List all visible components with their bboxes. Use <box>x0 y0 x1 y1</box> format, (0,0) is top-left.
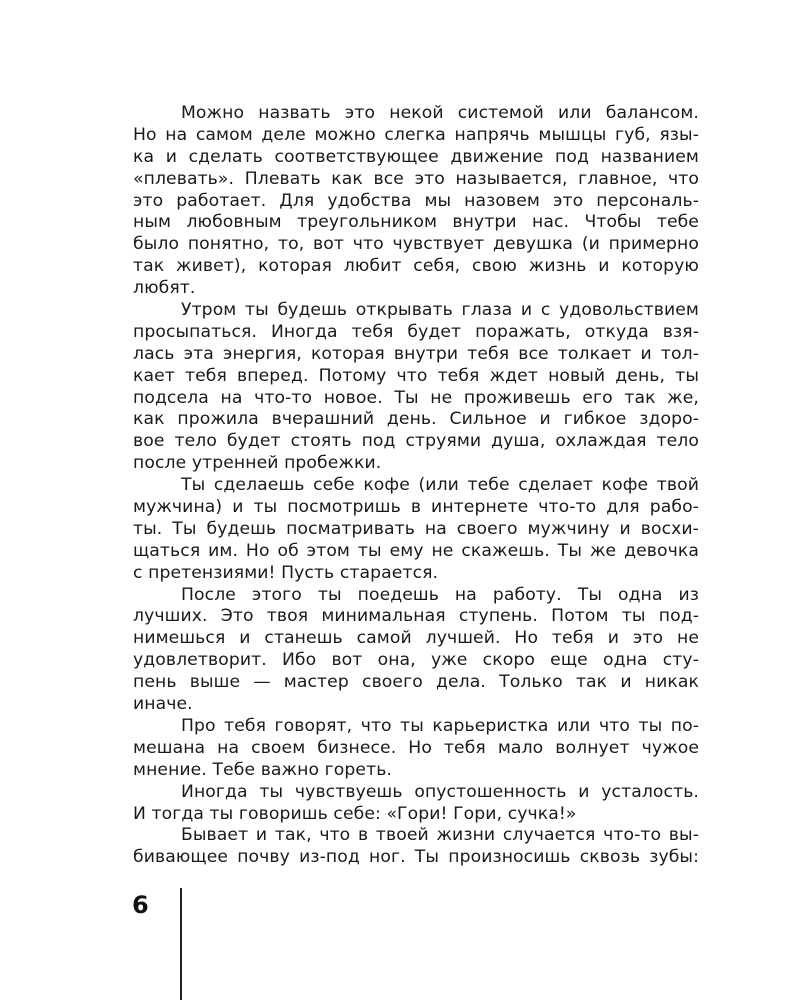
text-line: так живет), которая любит себя, свою жизнь и которую <box>133 256 699 277</box>
text-line: мужчина) и ты посмотришь в интернете что-то для рабо- <box>133 497 699 518</box>
body-text <box>133 103 699 869</box>
text-line: с претензиями! Пусть старается. <box>133 562 439 583</box>
text-line: любят. <box>133 278 196 299</box>
text-line: Бывает и так, что в твоей жизни случается что-то вы- <box>181 825 699 846</box>
text-line: ным любовным треугольником внутри нас. Чтобы тебе <box>133 212 699 233</box>
text-line: как прожила вчерашний день. Сильное и гибкое здоро- <box>133 409 699 430</box>
page-number-divider <box>180 888 182 1000</box>
text-line: ка и сделать соответствующее движение под названием <box>133 146 699 167</box>
text-line: лась эта энергия, которая внутри тебя все толкает и тол- <box>133 343 699 364</box>
text-line: Ты сделаешь себе кофе (или тебе сделает кофе твой <box>181 475 699 496</box>
text-line: удовлетворит. Ибо вот она, уже скоро еще одна сту- <box>133 650 699 671</box>
text-line: просыпаться. Иногда тебя будет поражать, откуда взя- <box>133 321 699 342</box>
text-line: Про тебя говорят, что ты карьеристка или что ты по- <box>181 715 699 736</box>
text-line: это работает. Для удобства мы назовем это персональ- <box>133 190 699 211</box>
page-number: 6 <box>132 891 149 919</box>
text-line: после утренней пробежки. <box>133 453 382 474</box>
text-line: пень выше — мастер своего дела. Только так и никак <box>133 672 699 693</box>
text-line: иначе. <box>133 694 193 715</box>
text-line: лучших. Это твоя минимальная ступень. Потом ты под- <box>133 606 699 627</box>
text-line: И тогда ты говоришь себе: «Гори! Гори, сучка!» <box>133 803 577 824</box>
text-line: Иногда ты чувствуешь опустошенность и усталость. <box>181 781 699 802</box>
text-line: Можно назвать это некой системой или балансом. <box>181 103 699 123</box>
text-line: щаться им. Но об этом ты ему не скажешь. Ты же девочка <box>133 540 699 561</box>
text-line: нимешься и станешь самой лучшей. Но тебя и это не <box>133 628 699 649</box>
text-line: После этого ты поедешь на работу. Ты одна из <box>181 584 699 605</box>
text-line: мешана на своем бизнесе. Но тебя мало волнует чужое <box>133 737 699 758</box>
text-line: «плевать». Плевать как все это называется, главное, что <box>133 168 699 189</box>
text-line: было понятно, то, вот что чувствует девушка (и примерно <box>133 234 699 255</box>
text-line: кает тебя вперед. Потому что тебя ждет новый день, ты <box>133 365 699 386</box>
text-line: вое тело будет стоять под струями душа, охлаждая тело <box>133 431 699 452</box>
text-line: бивающее почву из-под ног. Ты произносишь сквозь зубы: <box>133 847 699 868</box>
text-line: Но на самом деле можно слегка напрячь мышцы губ, язы- <box>133 124 699 145</box>
text-line: ты. Ты будешь посматривать на своего мужчину и восхи- <box>133 518 699 539</box>
text-line: Утром ты будешь открывать глаза и с удовольствием <box>181 300 699 321</box>
text-line: подсела на что-то новое. Ты не проживешь его так же, <box>133 387 699 408</box>
text-line: мнение. Тебе важно гореть. <box>133 759 392 780</box>
